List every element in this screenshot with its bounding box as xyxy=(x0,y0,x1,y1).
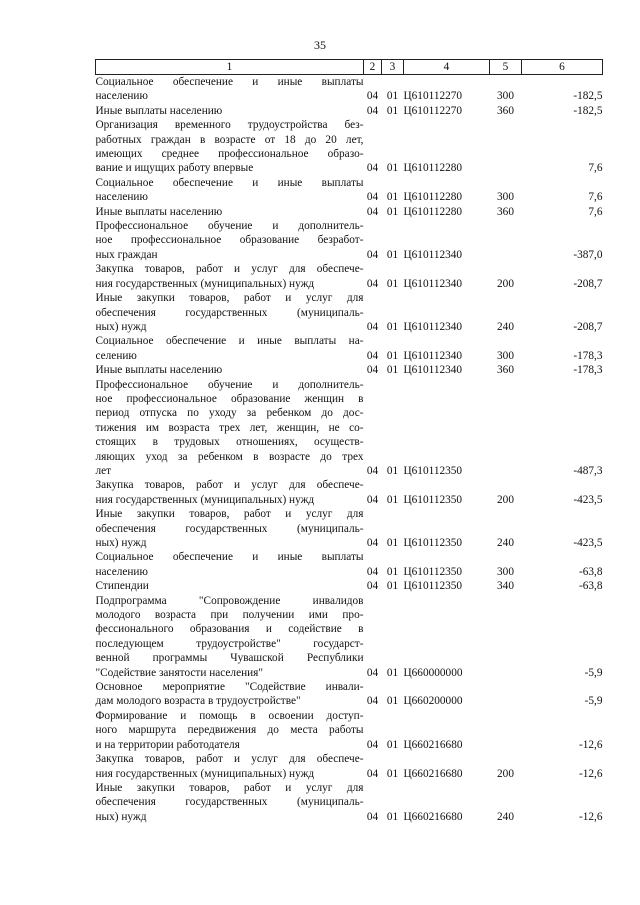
row-description xyxy=(96,104,364,118)
target-article-code: Ц660216680 xyxy=(403,767,463,780)
target-article-code: Ц610112340 xyxy=(403,349,463,362)
section-code: 04 xyxy=(366,580,379,593)
row-description xyxy=(96,262,364,291)
header-cell-4: 4 xyxy=(404,60,490,75)
description-line: дам молодого возраста в трудоустройстве" xyxy=(95,695,301,708)
description-line: ния государственных (муниципальных) нужд xyxy=(95,277,315,290)
target-article-code: Ц610112270 xyxy=(403,104,463,117)
row-description xyxy=(96,594,364,680)
table-row xyxy=(96,680,603,709)
table-row xyxy=(96,550,603,579)
expense-type-code: 360 xyxy=(497,364,514,377)
header-cell-2: 2 xyxy=(364,60,382,75)
section-code: 04 xyxy=(366,695,379,708)
description-line: ляющих уход за ребенком в возрасте до трех xyxy=(95,450,364,463)
row-description xyxy=(96,334,364,363)
section-code: 04 xyxy=(366,767,379,780)
description-line: ных) нужд xyxy=(95,810,147,823)
section-code: 04 xyxy=(366,349,379,362)
description-line: селению xyxy=(95,349,137,362)
target-article-code: Ц610112350 xyxy=(403,580,463,593)
amount-value: -387,0 xyxy=(573,248,603,261)
table-row xyxy=(96,118,603,176)
description-line: молодого возраста при получении ими про- xyxy=(95,609,364,622)
target-article-code: Ц610112270 xyxy=(403,90,463,103)
table-row xyxy=(96,507,603,550)
section-code: 04 xyxy=(366,248,379,261)
subsection-code: 01 xyxy=(386,537,399,549)
target-article-code: Ц660200000 xyxy=(403,695,463,708)
subsection-code: 01 xyxy=(386,464,399,477)
description-line: Иные выплаты населению xyxy=(95,364,223,377)
subsection-code: 01 xyxy=(386,364,399,377)
amount-value: 7,6 xyxy=(588,162,603,175)
description-line: Социальное обеспечение и иные выплаты xyxy=(95,76,364,88)
page-number: 35 xyxy=(314,38,326,52)
description-line: Социальное обеспечение и иные выплаты на- xyxy=(95,335,364,348)
expense-type-code xyxy=(490,219,522,262)
table-row xyxy=(96,75,603,104)
description-line: "Содействие занятости населения" xyxy=(95,666,263,679)
row-description xyxy=(96,579,364,593)
description-line: и на территории работодателя xyxy=(95,738,240,751)
expense-type-code: 360 xyxy=(497,205,514,218)
expense-type-code: 300 xyxy=(497,90,514,103)
description-line: Иные закупки товаров, работ и услуг для xyxy=(95,292,364,305)
expense-type-code: 300 xyxy=(497,565,514,578)
description-line: Закупка товаров, работ и услуг для обеспече- xyxy=(95,263,364,276)
subsection-code: 01 xyxy=(386,580,399,593)
row-description xyxy=(96,378,364,479)
table-row xyxy=(96,752,603,781)
table-row xyxy=(96,378,603,479)
description-line: ных граждан xyxy=(95,248,158,261)
target-article-code: Ц610112340 xyxy=(403,277,463,290)
description-line: период отпуска по уходу за ребенком до дос- xyxy=(95,407,364,420)
table-row xyxy=(96,579,603,593)
table-header xyxy=(96,60,603,75)
description-line: населению xyxy=(95,565,148,578)
header-cell-3: 3 xyxy=(382,60,404,75)
description-line: обеспечения государственных (муниципаль- xyxy=(95,796,364,809)
amount-value: -423,5 xyxy=(573,493,603,506)
subsection-code: 01 xyxy=(386,349,399,362)
target-article-code: Ц610112340 xyxy=(403,320,463,333)
subsection-code: 01 xyxy=(386,277,399,290)
section-code: 04 xyxy=(366,191,379,204)
target-article-code: Ц610112350 xyxy=(403,464,463,477)
description-line: ных) нужд xyxy=(95,537,147,549)
subsection-code: 01 xyxy=(386,248,399,261)
expense-type-code: 240 xyxy=(497,810,514,823)
description-line: Основное мероприятие "Содействие инвали- xyxy=(95,681,364,694)
description-line: ного маршрута передвижения до места работы xyxy=(95,724,364,737)
table-row xyxy=(96,594,603,680)
row-description xyxy=(96,118,364,176)
expense-type-code: 240 xyxy=(497,320,514,333)
section-code: 04 xyxy=(366,90,379,103)
description-line: работных граждан в возрасте от 18 до 20 лет, xyxy=(95,133,364,146)
description-line: населению xyxy=(95,90,148,103)
expense-type-code: 300 xyxy=(497,349,514,362)
amount-value: -182,5 xyxy=(573,104,603,117)
section-code: 04 xyxy=(366,464,379,477)
expense-type-code xyxy=(490,680,522,709)
section-code: 04 xyxy=(366,277,379,290)
amount-value: 7,6 xyxy=(588,205,603,218)
amount-value: -5,9 xyxy=(584,666,603,679)
target-article-code: Ц610112350 xyxy=(403,565,463,578)
subsection-code: 01 xyxy=(386,191,399,204)
section-code: 04 xyxy=(366,205,379,218)
description-line: Организация временного трудоустройства без- xyxy=(95,119,364,132)
description-line: Иные закупки товаров, работ и услуг для xyxy=(95,508,364,521)
description-line: фессионального образования и содействие в xyxy=(95,623,364,636)
description-line: ния государственных (муниципальных) нужд xyxy=(95,767,315,780)
amount-value: -12,6 xyxy=(578,810,603,823)
subsection-code: 01 xyxy=(386,666,399,679)
amount-value: -208,7 xyxy=(573,320,603,333)
description-line: обеспечения государственных (муниципаль- xyxy=(95,522,364,535)
description-line: лет xyxy=(95,464,112,477)
target-article-code: Ц610112280 xyxy=(403,162,463,175)
table-row xyxy=(96,363,603,377)
row-description xyxy=(96,550,364,579)
description-line: Социальное обеспечение и иные выплаты xyxy=(95,176,364,189)
amount-value: -208,7 xyxy=(573,277,603,290)
row-description xyxy=(96,507,364,550)
section-code: 04 xyxy=(366,738,379,751)
description-line: Иные выплаты населению xyxy=(95,205,223,218)
row-description xyxy=(96,176,364,205)
amount-value: -178,3 xyxy=(573,364,603,377)
description-line: венной программы Чувашской Республики xyxy=(95,652,364,665)
section-code: 04 xyxy=(366,537,379,549)
section-code: 04 xyxy=(366,666,379,679)
section-code: 04 xyxy=(366,493,379,506)
row-description xyxy=(96,709,364,752)
section-code: 04 xyxy=(366,104,379,117)
target-article-code: Ц610112340 xyxy=(403,248,463,261)
table-row xyxy=(96,781,603,824)
section-code: 04 xyxy=(366,364,379,377)
description-line: ния государственных (муниципальных) нужд xyxy=(95,493,315,506)
amount-value: -487,3 xyxy=(573,464,603,477)
description-line: имеющих среднее профессиональное образо- xyxy=(95,148,364,161)
row-description xyxy=(96,363,364,377)
description-line: Социальное обеспечение и иные выплаты xyxy=(95,551,364,564)
amount-value: -12,6 xyxy=(578,738,603,751)
subsection-code: 01 xyxy=(386,104,399,117)
header-cell-5: 5 xyxy=(490,60,522,75)
expense-type-code: 360 xyxy=(497,104,514,117)
target-article-code: Ц660216680 xyxy=(403,738,463,751)
table-row xyxy=(96,478,603,507)
row-description xyxy=(96,291,364,334)
subsection-code: 01 xyxy=(386,493,399,506)
target-article-code: Ц660216680 xyxy=(403,810,463,823)
budget-table xyxy=(95,59,603,824)
header-cell-1: 1 xyxy=(96,60,364,75)
table-body xyxy=(96,75,603,825)
description-line: ных) нужд xyxy=(95,320,147,333)
section-code: 04 xyxy=(366,810,379,823)
target-article-code: Ц610112280 xyxy=(403,205,463,218)
row-description xyxy=(96,219,364,262)
description-line: Стипендии xyxy=(95,580,149,593)
amount-value: -63,8 xyxy=(578,565,603,578)
table-row xyxy=(96,709,603,752)
expense-type-code xyxy=(490,378,522,479)
target-article-code: Ц610112340 xyxy=(403,364,463,377)
description-line: Иные выплаты населению xyxy=(95,104,223,117)
expense-type-code: 200 xyxy=(497,767,514,780)
description-line: ное профессиональное образование женщин в xyxy=(95,392,364,405)
row-description xyxy=(96,205,364,219)
expense-type-code: 240 xyxy=(497,537,514,549)
row-description xyxy=(96,478,364,507)
description-line: Закупка товаров, работ и услуг для обеспече- xyxy=(95,479,364,492)
row-description xyxy=(96,75,364,104)
description-line: Профессиональное обучение и дополнитель- xyxy=(95,378,364,391)
expense-type-code: 300 xyxy=(497,191,514,204)
subsection-code: 01 xyxy=(386,695,399,708)
subsection-code: 01 xyxy=(386,810,399,823)
subsection-code: 01 xyxy=(386,565,399,578)
description-line: последующем трудоустройстве" государст- xyxy=(95,637,364,650)
description-line: Закупка товаров, работ и услуг для обеспече- xyxy=(95,753,364,766)
table-row xyxy=(96,291,603,334)
description-line: Формирование и помощь в освоении доступ- xyxy=(95,709,364,722)
subsection-code: 01 xyxy=(386,162,399,175)
target-article-code: Ц660000000 xyxy=(403,666,463,679)
expense-type-code xyxy=(490,709,522,752)
table-row xyxy=(96,205,603,219)
subsection-code: 01 xyxy=(386,320,399,333)
section-code: 04 xyxy=(366,565,379,578)
description-line: Иные закупки товаров, работ и услуг для xyxy=(95,781,364,794)
expense-type-code: 200 xyxy=(497,277,514,290)
table-row xyxy=(96,104,603,118)
subsection-code: 01 xyxy=(386,738,399,751)
section-code: 04 xyxy=(366,320,379,333)
amount-value: -423,5 xyxy=(573,537,603,549)
row-description xyxy=(96,752,364,781)
table-row xyxy=(96,334,603,363)
amount-value: -182,5 xyxy=(573,90,603,103)
amount-value: 7,6 xyxy=(588,191,603,204)
expense-type-code: 200 xyxy=(497,493,514,506)
description-line: обеспечения государственных (муниципаль- xyxy=(95,306,364,319)
expense-type-code: 340 xyxy=(497,580,514,593)
table-header-row xyxy=(96,60,603,75)
amount-value: -5,9 xyxy=(584,695,603,708)
target-article-code: Ц610112350 xyxy=(403,493,463,506)
description-line: ное профессиональное образование безработ- xyxy=(95,234,364,247)
description-line: Профессиональное обучение и дополнитель- xyxy=(95,220,364,233)
subsection-code: 01 xyxy=(386,90,399,103)
amount-value: -178,3 xyxy=(573,349,603,362)
amount-value: -63,8 xyxy=(578,580,603,593)
target-article-code: Ц610112350 xyxy=(403,537,463,549)
table-row xyxy=(96,262,603,291)
description-line: тижения им возраста трех лет, женщин, не со- xyxy=(95,421,364,434)
expense-type-code xyxy=(490,594,522,680)
description-line: Подпрограмма "Сопровождение инвалидов xyxy=(95,594,364,607)
header-cell-6: 6 xyxy=(522,60,603,75)
description-line: стоящих в трудовых отношениях, осуществ- xyxy=(95,436,364,449)
subsection-code: 01 xyxy=(386,767,399,780)
section-code: 04 xyxy=(366,162,379,175)
amount-value: -12,6 xyxy=(578,767,603,780)
row-description xyxy=(96,781,364,824)
expense-type-code xyxy=(490,118,522,176)
description-line: вание и ищущих работу впервые xyxy=(95,162,254,175)
table-row xyxy=(96,219,603,262)
row-description xyxy=(96,680,364,709)
table-row xyxy=(96,176,603,205)
target-article-code: Ц610112280 xyxy=(403,191,463,204)
description-line: населению xyxy=(95,191,148,204)
subsection-code: 01 xyxy=(386,205,399,218)
